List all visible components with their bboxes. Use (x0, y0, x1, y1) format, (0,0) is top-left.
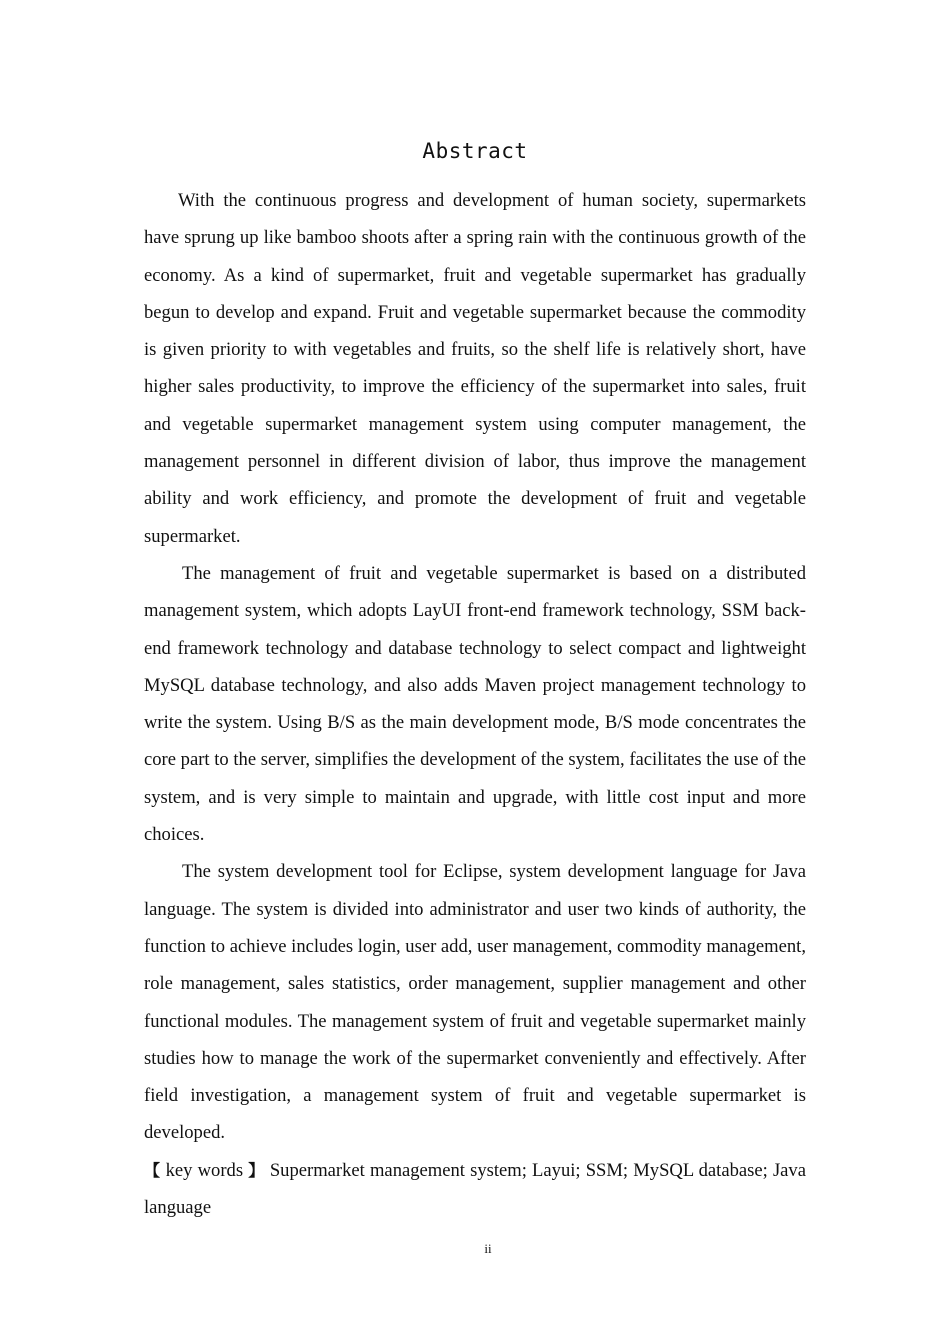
page-number: ii (484, 1241, 492, 1256)
abstract-title: Abstract (422, 139, 528, 163)
keywords-line (144, 1152, 806, 1227)
keywords-label: key words (160, 1159, 249, 1181)
abstract-body (144, 182, 806, 1226)
keywords-close-bracket: 】 (248, 1160, 265, 1180)
keywords-text: Supermarket management system; Layui; SSM; MySQL database; Java language (144, 1159, 806, 1219)
abstract-paragraph-3: The system development tool for Eclipse, system development language for Java language. The system is divided into administrator and user two kinds of authority, the function to achieve includes login, user add, user management, commodity management, role management, sales statistics, order management, supplier management and other functional modules. The management system of fruit and vegetable supermarket mainly studies how to manage the work of the supermarket conveniently and effectively. After field investigation, a management system of fruit and vegetable supermarket is developed. (144, 861, 806, 1144)
abstract-paragraph-1: With the continuous progress and development of human society, supermarkets have sprung up like bamboo shoots after a spring rain with the continuous growth of the economy. As a kind of supermarket, fruit and vegetable supermarket has gradually begun to develop and expand. Fruit and vegetable supermarket because the commodity is given priority to with vegetables and fruits, so the shelf life is relatively short, have higher sales productivity, to improve the efficiency of the supermarket into sales, fruit and vegetable supermarket management system using computer management, the management personnel in different division of labor, thus improve the management ability and work efficiency, and promote the development of fruit and vegetable supermarket. (144, 190, 806, 547)
abstract-paragraph-2: The management of fruit and vegetable supermarket is based on a distributed management system, which adopts LayUI front-end framework technology, SSM back-end framework technology and database technology to select compact and lightweight MySQL database technology, and also adds Maven project management technology to write the system. Using B/S as the main development mode, B/S mode concentrates the core part to the server, simplifies the development of the system, facilitates the use of the system, and is very simple to maintain and upgrade, with little cost input and more choices. (144, 562, 806, 846)
keywords-open-bracket: 【 (144, 1160, 161, 1180)
